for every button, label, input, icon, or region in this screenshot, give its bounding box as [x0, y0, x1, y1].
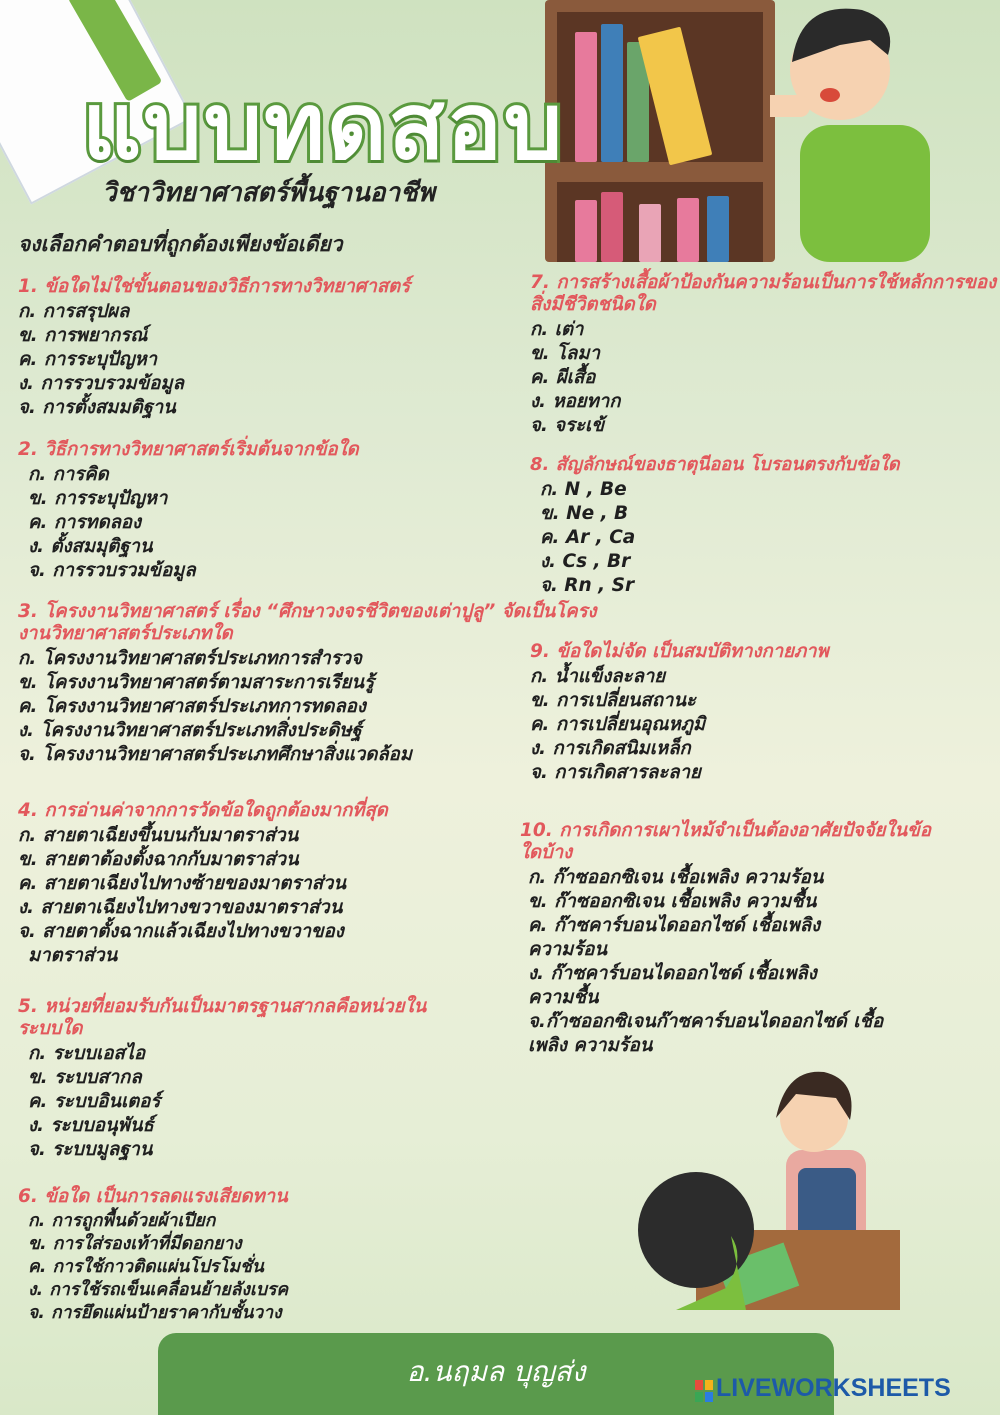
answer-option[interactable]: ก. น้ำแข็งละลาย [530, 666, 666, 687]
answer-option[interactable]: ง. การใช้รถเข็นเคลื่อนย้ายลังเบรค [28, 1280, 289, 1300]
question-2 [18, 439, 518, 583]
question-6 [18, 1186, 518, 1325]
answer-option[interactable]: ข. การเปลี่ยนสถานะ [530, 690, 696, 711]
answer-option[interactable]: ก. เต่า [530, 319, 584, 340]
answer-option[interactable]: จ. ระบบมูลฐาน [28, 1139, 153, 1160]
answer-option[interactable]: จ. การยึดแผ่นป้ายราคากับชั้นวาง [28, 1303, 282, 1323]
answer-option[interactable]: ข. การระบุปัญหา [28, 488, 168, 509]
answer-option[interactable]: จ. Rn , Sr [540, 575, 635, 596]
question-stem: 1. ข้อใดไม่ใช่ขั้นตอนของวิธีการทางวิทยาศาสตร์ [18, 276, 411, 297]
answer-option[interactable]: ค. การทดลอง [28, 512, 142, 533]
answer-option[interactable]: ข. สายตาต้องตั้งฉากกับมาตราส่วน [18, 849, 299, 870]
answer-option[interactable]: จ. สายตาตั้งฉากแล้วเฉียงไปทางขวาของ [18, 921, 344, 942]
answer-option[interactable]: ข. ก๊าซออกซิเจน เชื้อเพลิง ความชื้น [528, 891, 817, 912]
question-stem: 9. ข้อใดไม่จัด เป็นสมบัติทางกายภาพ [530, 641, 829, 662]
answer-option[interactable]: ง. สายตาเฉียงไปทางขวาของมาตราส่วน [18, 897, 343, 918]
answer-option[interactable]: ก. การถูกพื้นด้วยผ้าเปียก [28, 1211, 216, 1231]
answer-option[interactable]: ข. การพยากรณ์ [18, 325, 148, 346]
answer-option[interactable]: ค. ก๊าซคาร์บอนไดออกไซด์ เชื้อเพลิง ความร้อน [528, 915, 821, 960]
answer-option[interactable]: ง. ตั้งสมมุติฐาน [28, 536, 153, 557]
teacher-student-illustration [636, 1058, 900, 1310]
question-7 [530, 272, 998, 438]
answer-option[interactable]: ง. ระบบอนุพันธ์ [28, 1115, 154, 1136]
question-stem: 6. ข้อใด เป็นการลดแรงเสียดทาน [18, 1186, 288, 1207]
answer-option[interactable]: ค. สายตาเฉียงไปทางซ้ายของมาตราส่วน [18, 873, 347, 894]
question-stem: 2. วิธีการทางวิทยาศาสตร์เริ่มต้นจากข้อใด [18, 439, 359, 460]
question-1 [18, 276, 518, 420]
answer-option[interactable]: ค. ระบบอินเตอร์ [28, 1091, 161, 1112]
answer-option[interactable]: ค. การใช้กาวติดแผ่นโปรโมชั่น [28, 1257, 264, 1277]
question-9 [530, 641, 998, 785]
answer-option[interactable]: ง. โครงงานวิทยาศาสตร์ประเภทสิ่งประดิษฐ์ [18, 720, 362, 741]
answer-option[interactable]: จ. การเกิดสารละลาย [530, 762, 701, 783]
answer-option[interactable]: ค. Ar , Ca [540, 527, 636, 548]
teacher-name: อ.นฤมล บุญส่ง [406, 1355, 586, 1388]
question-8 [530, 454, 998, 598]
question-4 [18, 800, 518, 968]
answer-option[interactable]: ก. ระบบเอสไอ [28, 1043, 146, 1064]
instruction-text: จงเลือกคำตอบที่ถูกต้องเพียงข้อเดียว [18, 232, 343, 256]
question-stem: 3. โครงงานวิทยาศาสตร์ เรื่อง “ศึกษาวงจรชีวิตของเต่าปูลู” จัดเป็นโครงงานวิทยาศาสตร์ประเภทใด [18, 601, 597, 644]
answer-option[interactable]: ข. ระบบสากล [28, 1067, 142, 1088]
answer-option[interactable]: ค. ผีเสื้อ [530, 367, 596, 388]
answer-option[interactable]: ง. Cs , Br [540, 551, 631, 572]
answer-option[interactable]: ค. โครงงานวิทยาศาสตร์ประเภทการทดลอง [18, 696, 366, 717]
answer-option[interactable]: ค. การระบุปัญหา [18, 349, 158, 370]
answer-option-continued: มาตราส่วน [28, 945, 118, 966]
question-stem: 8. สัญลักษณ์ของธาตุนีออน โบรอนตรงกับข้อใด [530, 454, 900, 475]
question-5 [18, 996, 438, 1162]
answer-option[interactable]: ง. การเกิดสนิมเหล็ก [530, 738, 691, 759]
answer-option[interactable]: จ. โครงงานวิทยาศาสตร์ประเภทศึกษาสิ่งแวดล้อม [18, 744, 412, 765]
answer-option[interactable]: ก. สายตาเฉียงขึ้นบนกับมาตราส่วน [18, 825, 299, 846]
question-stem: 4. การอ่านค่าจากการวัดข้อใดถูกต้องมากที่สุด [18, 800, 388, 821]
subject-title: วิชาวิทยาศาสตร์พื้นฐานอาชีพ [102, 178, 435, 208]
answer-option[interactable]: ค. การเปลี่ยนอุณหภูมิ [530, 714, 706, 735]
bookshelf-illustration [545, 0, 775, 262]
liveworksheets-brand[interactable]: LIVEWORKSHEETS [716, 1374, 951, 1402]
question-stem: 10. การเกิดการเผาไหม้จำเป็นต้องอาศัยปัจจัยในข้อใดบ้าง [520, 820, 931, 863]
answer-option[interactable]: ก. การคิด [28, 464, 109, 485]
answer-option[interactable]: ง. หอยทาก [530, 391, 621, 412]
answer-option[interactable]: ข. โครงงานวิทยาศาสตร์ตามสาระการเรียนรู้ [18, 672, 375, 693]
answer-option[interactable]: จ. การรวบรวมข้อมูล [28, 560, 196, 581]
question-stem: 5. หน่วยที่ยอมรับกันเป็นมาตรฐานสากลคือหน่วยในระบบใด [18, 996, 427, 1039]
question-3 [18, 601, 608, 767]
answer-option[interactable]: ก. โครงงานวิทยาศาสตร์ประเภทการสำรวจ [18, 648, 362, 669]
worksheet-title: แบบทดสอบ [82, 73, 565, 180]
answer-option[interactable]: ข. โลมา [530, 343, 600, 364]
answer-option[interactable]: ข. การใส่รองเท้าที่มีดอกยาง [28, 1234, 242, 1254]
answer-option[interactable]: ก. N , Be [540, 479, 627, 500]
answer-option[interactable]: ง. ก๊าซคาร์บอนไดออกไซด์ เชื้อเพลิง ความชื้น [528, 963, 817, 1008]
student-illustration [770, 0, 950, 262]
question-10 [520, 820, 950, 1058]
answer-option[interactable]: ก. การสรุปผล [18, 301, 130, 322]
answer-option[interactable]: ก. ก๊าซออกซิเจน เชื้อเพลิง ความร้อน [528, 867, 824, 888]
answer-option[interactable]: ง. การรวบรวมข้อมูล [18, 373, 184, 394]
answer-option[interactable]: จ. การตั้งสมมติฐาน [18, 397, 176, 418]
answer-option[interactable]: จ.ก๊าซออกซิเจนก๊าซคาร์บอนไดออกไซด์ เชื้อเพลิง ความร้อน [528, 1011, 884, 1056]
question-stem: 7. การสร้างเสื้อผ้าป้องกันความร้อนเป็นการใช้หลักการของสิ่งมีชีวิตชนิดใด [530, 272, 997, 315]
answer-option[interactable]: จ. จระเข้ [530, 415, 604, 436]
liveworksheets-logo-icon [695, 1380, 713, 1402]
answer-option[interactable]: ข. Ne , B [540, 503, 629, 524]
